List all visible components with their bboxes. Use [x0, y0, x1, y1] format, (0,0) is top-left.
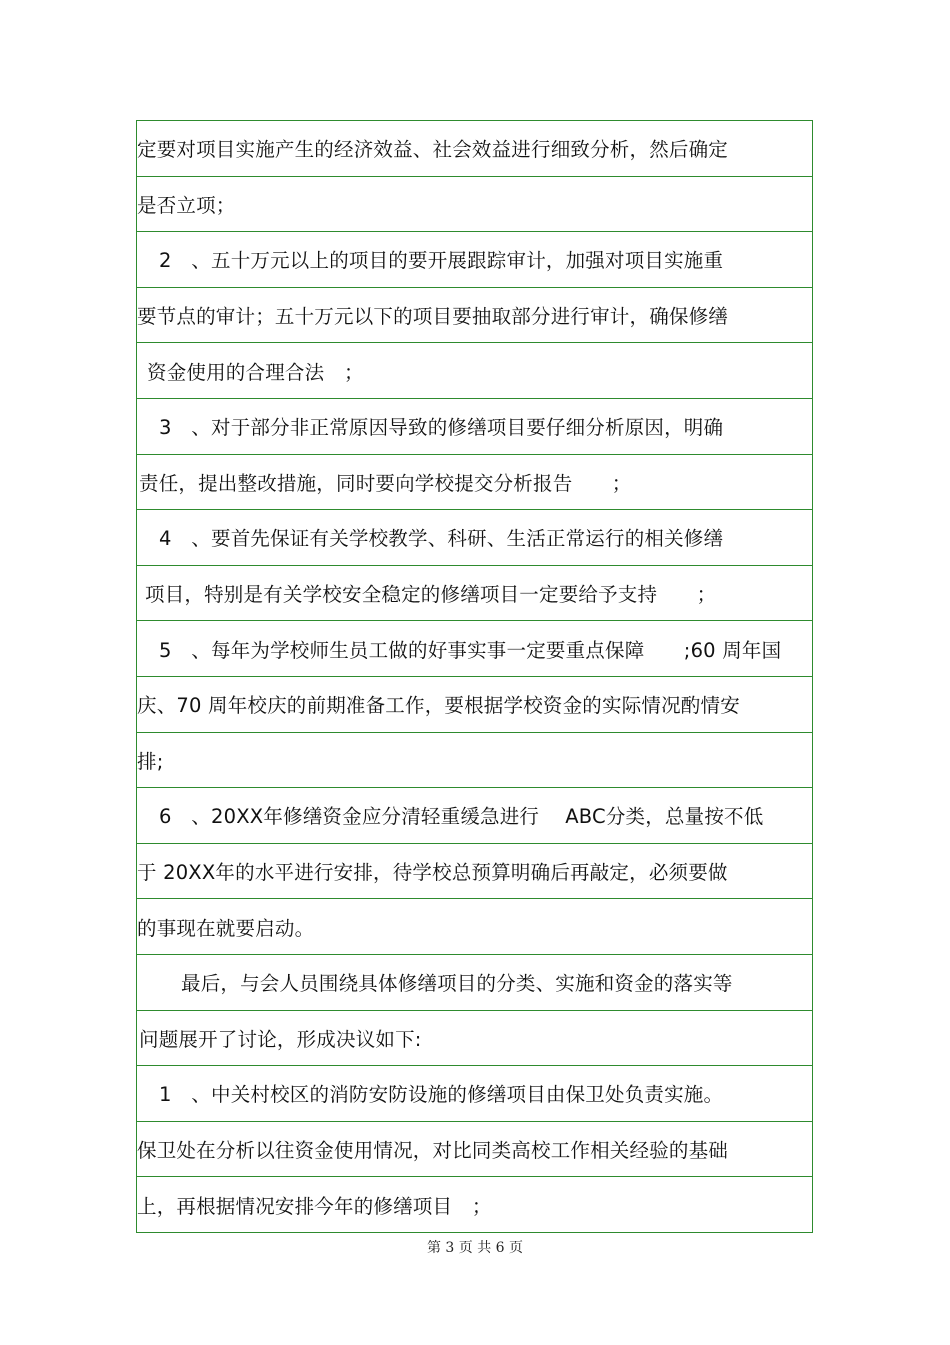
- text-row: [137, 844, 812, 900]
- document-grid: [136, 120, 813, 1233]
- text-row: [137, 733, 812, 789]
- text-row: [137, 566, 812, 622]
- text-line: 5 、每年为学校师生员工做的好事实事一定要重点保障 ;60 周年国: [159, 638, 782, 662]
- text-row: [137, 788, 812, 844]
- text-line: 4 、要首先保证有关学校教学、科研、生活正常运行的相关修缮: [159, 527, 724, 551]
- text-row: [137, 621, 812, 677]
- page-footer: 第 3 页 共 6 页: [426, 1240, 524, 1256]
- text-row: [137, 455, 812, 511]
- text-line: 1 、中关村校区的消防安防设施的修缮项目由保卫处负责实施。: [159, 1083, 724, 1107]
- text-row: [137, 399, 812, 455]
- text-line: 定要对项目实施产生的经济效益、社会效益进行细致分析，然后确定: [137, 138, 729, 162]
- text-line: 3 、对于部分非正常原因导致的修缮项目要仔细分析原因，明确: [159, 416, 724, 440]
- text-line: 的事现在就要启动。: [137, 916, 315, 940]
- text-row: [137, 955, 812, 1011]
- text-row: [137, 1177, 812, 1233]
- text-row: [137, 288, 812, 344]
- text-line: 问题展开了讨论，形成决议如下:: [139, 1027, 422, 1051]
- text-line: 责任，提出整改措施，同时要向学校提交分析报告 ；: [139, 471, 632, 495]
- text-row: [137, 1011, 812, 1067]
- text-line: 2 、五十万元以上的项目的要开展跟踪审计，加强对项目实施重: [159, 249, 724, 273]
- text-row: [137, 232, 812, 288]
- text-line: 保卫处在分析以往资金使用情况，对比同类高校工作相关经验的基础: [137, 1138, 729, 1162]
- text-line: 庆、70 周年校庆的前期准备工作，要根据学校资金的实际情况酌情安: [137, 694, 740, 718]
- text-row: [137, 677, 812, 733]
- text-line: 项目，特别是有关学校安全稳定的修缮项目一定要给予支持 ；: [145, 583, 717, 607]
- text-row: [137, 1066, 812, 1122]
- text-line: 于 20XX年的水平进行安排，待学校总预算明确后再敲定，必须要做: [137, 861, 728, 885]
- text-row: [137, 510, 812, 566]
- text-line: 最后，与会人员围绕具体修缮项目的分类、实施和资金的落实等: [181, 972, 733, 996]
- text-row: [137, 121, 812, 177]
- text-row: [137, 1122, 812, 1178]
- text-row: [137, 899, 812, 955]
- text-line: 上，再根据情况安排今年的修缮项目 ；: [137, 1194, 492, 1218]
- text-line: 是否立项；: [137, 193, 236, 217]
- text-row: [137, 343, 812, 399]
- text-line: 6 、20XX年修缮资金应分清轻重缓急进行 ABC分类，总量按不低: [159, 805, 764, 829]
- text-line: 资金使用的合理合法 ；: [147, 360, 364, 384]
- text-line: 排;: [137, 749, 164, 773]
- text-line: 要节点的审计；五十万元以下的项目要抽取部分进行审计，确保修缮: [137, 305, 729, 329]
- text-row: [137, 177, 812, 233]
